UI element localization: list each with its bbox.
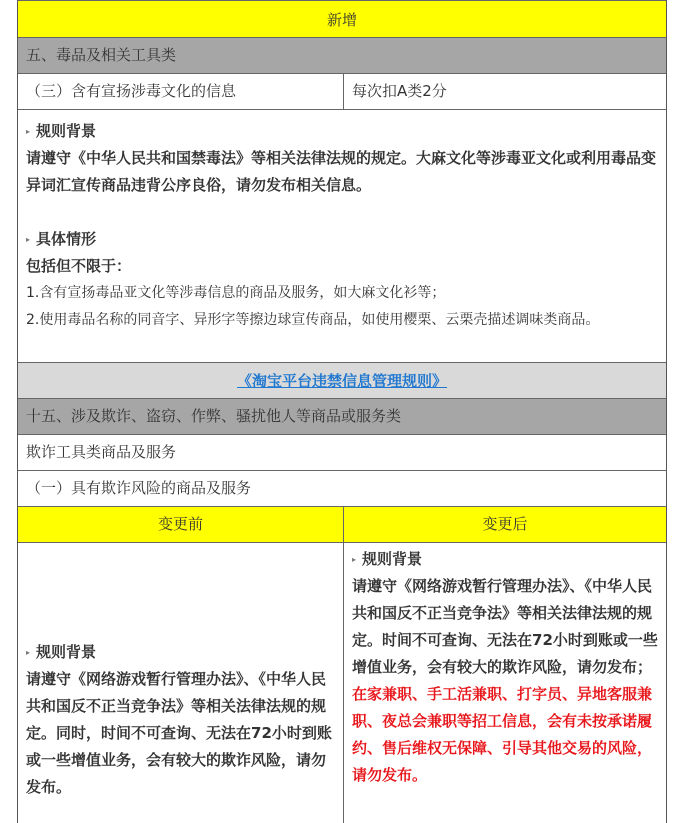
added-header: [18, 0, 666, 38]
after-label: 变更后: [343, 507, 666, 542]
before-label: 变更前: [157, 515, 203, 533]
fraud-sub-section: 欺诈工具类商品及服务: [18, 435, 666, 471]
compare-body-row: [18, 543, 666, 823]
situation-intro: 包括但不限于：: [26, 257, 132, 275]
before-content: [18, 543, 343, 823]
added-tag: 新增: [326, 11, 357, 29]
compare-header-row: [18, 507, 666, 543]
before-heading: ▸ 规则背景: [26, 639, 335, 666]
background-heading: ▸ 规则背景: [26, 118, 656, 145]
after-added-text: 在家兼职、手工活兼职、打字员、异地客服兼职、夜总会兼职等招工信息，会有未按承诺履约、售后维权无保障、引导其他交易的风险，请勿发布。: [352, 685, 653, 784]
situation-item-2: 2.使用毒品名称的同音字、异形字等擦边球宣传商品，如使用樱栗、云栗壳描述调味类商品。: [26, 312, 600, 328]
section-fraud-title: 十五、涉及欺诈、盗窃、作弊、骚扰他人等商品或服务类: [18, 399, 666, 435]
fraud-item: （一）具有欺诈风险的商品及服务: [18, 471, 666, 507]
drug-rule-body: [18, 110, 666, 363]
rules-table: [17, 0, 667, 823]
rule-link-row: [18, 363, 666, 399]
after-text: 请遵守《网络游戏暂行管理办法》、《中华人民共和国反不正当竞争法》等相关法律法规的规定。时间不可查询、无法在72小时到账或一些增值业务，会有较大的欺诈风险，请勿发布；在家兼职、手工活兼职、打字员、异地客服兼职、夜总会兼职等招工信息，会有未按承诺履约、售后维权无保障、引导其他交易的风险，请勿发布。: [352, 577, 658, 784]
section-drugs-title: 五、毒品及相关工具类: [18, 38, 666, 74]
drug-item-label: （三）含有宣扬涉毒文化的信息: [26, 82, 237, 100]
drug-penalty: 每次扣A类2分: [343, 74, 666, 109]
bullet-marker-icon: ▸: [352, 555, 357, 564]
after-heading: ▸ 规则背景: [352, 546, 658, 573]
bullet-marker-icon: ▸: [26, 127, 31, 136]
after-content: [343, 543, 666, 823]
situation-item-1: 1.含有宣扬毒品亚文化等涉毒信息的商品及服务，如大麻文化衫等；: [26, 285, 446, 301]
background-text: 请遵守《中华人民共和国禁毒法》等相关法律法规的规定。大麻文化等涉毒亚文化或利用毒品变异词汇宣传商品违背公序良俗，请勿发布相关信息。: [26, 149, 657, 194]
taobao-rule-link[interactable]: 《淘宝平台违禁信息管理规则》: [236, 372, 447, 390]
bullet-marker-icon: ▸: [26, 235, 31, 244]
bullet-marker-icon: ▸: [26, 648, 31, 657]
drug-item-row: [18, 74, 666, 110]
before-text: 请遵守《网络游戏暂行管理办法》、《中华人民共和国反不正当竞争法》等相关法律法规的规定。同时，时间不可查询、无法在72小时到账或一些增值业务，会有较大的欺诈风险，请勿发布。: [26, 670, 332, 796]
situation-heading: ▸ 具体情形: [26, 226, 656, 253]
